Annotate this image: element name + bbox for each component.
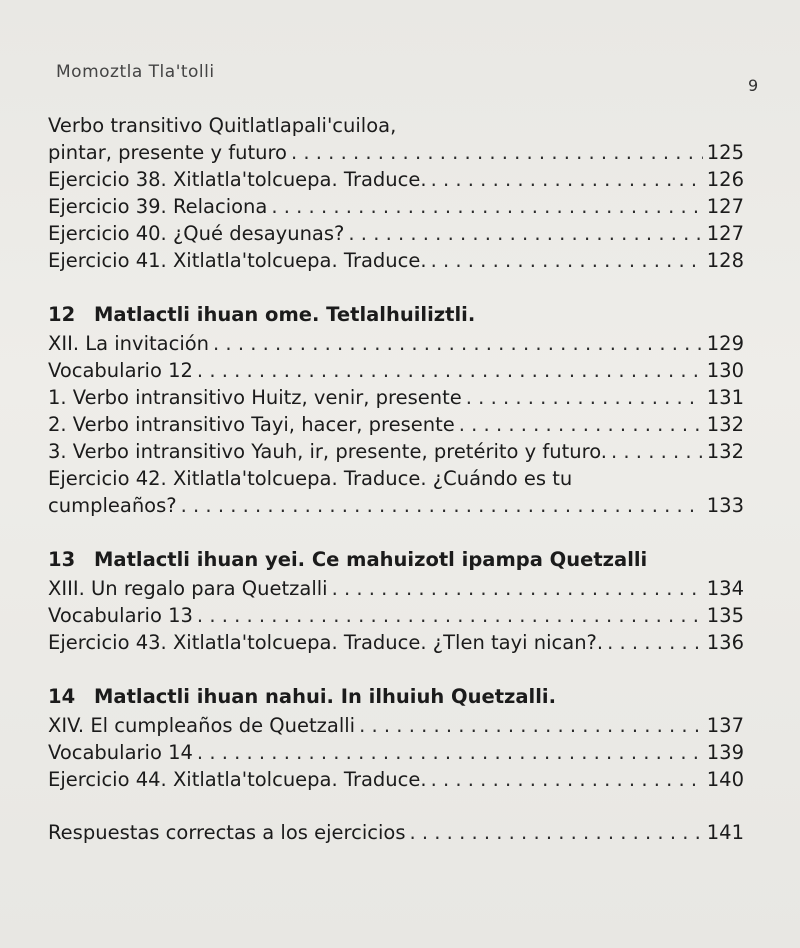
toc-entry <box>48 247 744 274</box>
toc-entry <box>48 766 744 793</box>
toc-entry-page: 132 <box>706 440 744 463</box>
leader-dots <box>466 384 703 411</box>
toc-entry <box>48 602 744 629</box>
toc-entry-title: Vocabulario 14 <box>48 741 193 764</box>
toc-entry-page: 140 <box>706 768 744 791</box>
chapter-14-heading <box>48 682 744 712</box>
chapter-number: 13 <box>48 548 76 571</box>
toc-entry <box>48 166 744 193</box>
chapter-number: 14 <box>48 685 76 708</box>
toc-entry <box>48 193 744 220</box>
toc-entry <box>48 139 744 166</box>
toc-line: Ejercicio 42. Xitlatla'tolcuepa. Traduce. ¿Cuándo es tu <box>48 467 573 490</box>
toc-entry-title: 1. Verbo intransitivo Huitz, venir, presente <box>48 386 462 409</box>
toc-entry-title: XII. La invitación <box>48 332 210 355</box>
toc-entry-page: 128 <box>706 249 744 272</box>
toc-entry-title: XIV. El cumpleaños de Quetzalli <box>48 714 356 737</box>
leader-dots <box>431 166 703 193</box>
leader-dots <box>431 766 703 793</box>
leader-dots <box>459 411 703 438</box>
toc-entry-page: 129 <box>706 332 744 355</box>
toc-entry-page: 126 <box>706 168 744 191</box>
leader-dots <box>348 220 702 247</box>
running-header: Momoztla Tla'tolli <box>56 62 215 82</box>
toc-entry-page: 137 <box>706 714 744 737</box>
chapter-number: 12 <box>48 303 76 326</box>
toc-entry-page: 135 <box>706 604 744 627</box>
toc-entry <box>48 492 744 519</box>
leader-dots <box>611 438 703 465</box>
leader-dots <box>332 575 703 602</box>
leader-dots <box>291 139 703 166</box>
leader-dots <box>431 247 703 274</box>
toc-entry <box>48 739 744 766</box>
toc-entry-title: pintar, presente y futuro <box>48 141 287 164</box>
toc-entry <box>48 438 744 465</box>
leader-dots <box>213 330 703 357</box>
toc-entry-title: Ejercicio 43. Xitlatla'tolcuepa. Traduce. ¿Tlen tayi nican?. <box>48 631 604 654</box>
toc-entry-answers <box>48 819 744 846</box>
toc-entry <box>48 411 744 438</box>
toc-entry-page: 132 <box>706 413 744 436</box>
toc-entry-title: cumpleaños? <box>48 494 177 517</box>
toc-entry-page: 134 <box>706 577 744 600</box>
leader-dots <box>197 739 703 766</box>
table-of-contents <box>48 112 744 846</box>
chapter-title: Matlactli ihuan nahui. In ilhuiuh Quetzalli. <box>94 685 557 708</box>
toc-entry-title: Vocabulario 13 <box>48 604 193 627</box>
toc-entry-title: 3. Verbo intransitivo Yauh, ir, presente, pretérito y futuro. <box>48 440 608 463</box>
toc-entry-page: 131 <box>706 386 744 409</box>
toc-entry <box>48 357 744 384</box>
toc-entry-title: Respuestas correctas a los ejercicios <box>48 821 406 844</box>
leader-dots <box>181 492 703 519</box>
toc-entry <box>48 330 744 357</box>
leader-dots <box>197 602 703 629</box>
toc-entry-title: Ejercicio 39. Relaciona <box>48 195 268 218</box>
toc-entry <box>48 384 744 411</box>
chapter-title: Matlactli ihuan yei. Ce mahuizotl ipampa Quetzalli <box>94 548 648 571</box>
chapter-13-heading <box>48 545 744 575</box>
toc-entry <box>48 220 744 247</box>
toc-entry-title: Ejercicio 44. Xitlatla'tolcuepa. Traduce. <box>48 768 427 791</box>
toc-entry-page: 136 <box>706 631 744 654</box>
toc-entry <box>48 575 744 602</box>
leader-dots <box>197 357 703 384</box>
toc-entry-page: 139 <box>706 741 744 764</box>
toc-entry-page: 127 <box>706 195 744 218</box>
toc-entry <box>48 629 744 656</box>
toc-entry-title: Ejercicio 41. Xitlatla'tolcuepa. Traduce. <box>48 249 427 272</box>
page-number: 9 <box>748 76 759 95</box>
toc-entry-page: 127 <box>706 222 744 245</box>
toc-entry-title: Ejercicio 40. ¿Qué desayunas? <box>48 222 345 245</box>
chapter-title: Matlactli ihuan ome. Tetlalhuiliztli. <box>94 303 476 326</box>
leader-dots <box>607 629 703 656</box>
toc-entry-page: 141 <box>706 821 744 844</box>
toc-entry-title: 2. Verbo intransitivo Tayi, hacer, presente <box>48 413 455 436</box>
toc-entry-title: XIII. Un regalo para Quetzalli <box>48 577 328 600</box>
toc-entry <box>48 712 744 739</box>
toc-entry-page: 130 <box>706 359 744 382</box>
chapter-12-heading <box>48 300 744 330</box>
leader-dots <box>359 712 703 739</box>
leader-dots <box>271 193 702 220</box>
leader-dots <box>409 819 702 846</box>
toc-entry-page: 125 <box>706 141 744 164</box>
toc-entry-title: Ejercicio 38. Xitlatla'tolcuepa. Traduce. <box>48 168 427 191</box>
toc-entry-title: Vocabulario 12 <box>48 359 193 382</box>
toc-line: Verbo transitivo Quitlatlapali'cuiloa, <box>48 114 397 137</box>
toc-entry-page: 133 <box>706 494 744 517</box>
